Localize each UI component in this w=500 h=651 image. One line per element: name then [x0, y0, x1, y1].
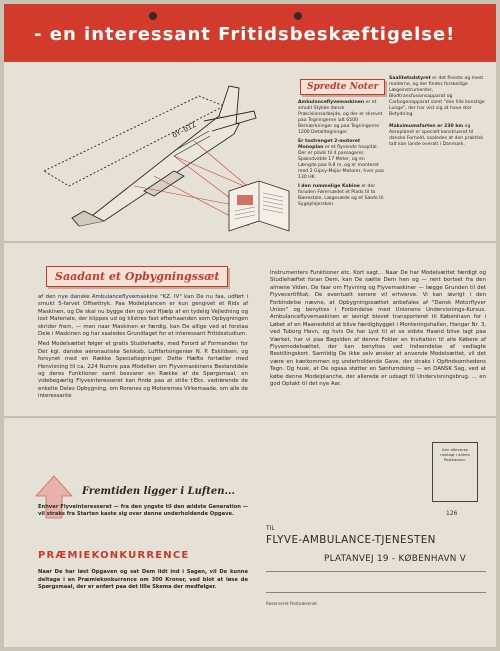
- notes-column-1: Ambulanceflyvemaskinen er et smukt Stykke dansk Præcisionsarbejde, og der er skrevet paa Tegningerne ialt 6500 Bemærkninger og paa Tegningerne 1200 Detailtegninger. Er tostrenget 2-motoret Monoplan er et flyvende hospital. Der er plads til 4 passagerer. Spændvidde 17 Meter, og en Længde paa 9,8 m, og er monteret med 2 Gipsy-Major-Motorer, hver paa 130 HK. I den rummelige Kabine er der foruden Førersædet et Plads til to Bærestole, Lægesæde og et Sæde til Sygeplejersken.: [298, 100, 384, 207]
- stamp-box: [432, 442, 478, 502]
- notes-column-2: Saalitetsdstyret er det fineste og mest moderne, og der findes forskellige Lægeinstrumenter, Blodtransfusionsapparat og Carbogenapparat samt "den lille konstige Lunge", der har vist sig at have stor Betydning. Maksimumsfarten er 230 km og Aeroplanet er specielt konstrueret til danske Forhold, saaledes at den praktisk talt kan lande overalt i Danmark.: [389, 76, 485, 147]
- middle-right-text: Instrumenters Funktioner etc. Kort sagt... Naar De har Modelsættet færdigt og Studiehæftet foran Dem, kan De sætte Dem hen og — rent bortset fra den almene Viden, De faar om Flyvning og Flyvemaskiner — lægge Grunden til det Flyvecertifikat, De eventuelt senere vil erhverve. Vi kan iøvrigt i den Forbindelse nævne, at Opbygningssættet anbefales af "Dansk Motorflyver Union" og benyttes i Forbindelse med Unionens Undervisnings-Kursus. Ambulanceflyvemaskinen er iøvrigt blevet transporteret til København for i Løbet af en Maanedstid at blive færdigbygget i Monteringshallen, Hangar Nr. 3, ved Tuborg Havn, og hvis De har Lyst til at se sidste Haand blive lagt paa Værket, har vi paa Bagsiden af denne Folder en Invitation til alle Købere af Flyvemodelsættet, der kan benyttes ved Indsendelse af vedlagte Bestillingskort. Samtidig De ikke selv ønsker at anvende Modelsættet, vil det være en kærkommen og underholdende Gave, der straks i Opfindsomhedens Tegn. Og husk, at De ogsaa støtter en Sønfurndsing — en DANSK Sag, ved at købe denne Modelplanche, der allerede er udsagt til Undervisningsbrug. ... en god Optakt til det nye Aar.: [270, 270, 486, 388]
- plane-registration: OY-DIZ: [171, 120, 198, 140]
- punch-hole: [294, 12, 302, 20]
- street-address: PLATANVEJ 19 - KØBENHAVN V: [324, 554, 467, 564]
- fuselage: [79, 116, 239, 226]
- headline-banner: [4, 4, 496, 62]
- stamp-text: Kan afleveres nedlagt i aldres Postkassen.: [440, 447, 470, 462]
- middle-left-text: af den nye danske Ambulanceflyvemaskine "KZ. IV" kan De nu faa, udført i smukt 5-farvet Offsettryk. Paa Modelplancen er kun gengivet et Rids af Maskinen, og De skal nu bygge den op ved Hjælp af en tydelig Vejledning og lost Materiale, der klippes ud og klistres fast efterhaanden som Opbygningen skrider frem, — men naar Maskinen er færdig, kan De allige ved at forstaa Dele i Maskinen og har saaledes Grundlaget for et interessant Fritidsstudium. Med Modelsættet følger et gratis Studiehæfte, med Forord af Formanden for Det kgl. danske aéronautiske Selskab, Luftfartsingeniør N. P. Eskildsen, og forsynet med en Række Specialtegninger. Dette Hæfte fortæller med Henvisning til ca. 224 Numre paa Modellen om Flyvemaskinens Bestanddele og deres Funktioner samt besvarer en Række af de Spørgsmaal, en videbegærlig Flyveinteresseret kan finde paa at stille f.Eks. vedrørende de enkelte Deles Opbygning, om Rorenes og Motorernes Virkemaade, om alle de interessante: [38, 294, 248, 400]
- contest-title: PRÆMIEKONKURRENCE: [38, 550, 190, 561]
- fold-line: [4, 416, 496, 418]
- opbygningssaet-sticker: Saadant et Opbygningssæt: [46, 266, 228, 287]
- punch-hole: [149, 12, 157, 20]
- future-heading: Fremtiden ligger i Luften...: [82, 486, 235, 497]
- spredte-noter-sticker: Spredte Noter: [300, 79, 385, 95]
- contest-text: Naar De har løst Opgaven og sat Dem lidt ind i Sagen, vil De kunne deltage i en Præmiekonkurrence om 300 Kroner, ved blot at løse de Spørgsmaal, der er anført paa det lille Skema der medfølger.: [38, 569, 248, 591]
- stamp-number: 126: [446, 510, 458, 517]
- booklet-icon: [229, 181, 289, 231]
- headline: - en interessant Fritidsbeskæftigelse!: [34, 24, 456, 45]
- address-line: [266, 592, 486, 593]
- to-label: TIL: [266, 525, 275, 532]
- address-line: [266, 571, 486, 572]
- folder-page: [4, 4, 496, 647]
- future-lead-text: Enhver Flyveinteresseret — fra den yngste til den ældste Generation — vil straks fra Starten kaste sig over denne underholdende Opgave.: [38, 504, 248, 518]
- company-name: FLYVE-AMBULANCE-TJENESTEN: [266, 534, 436, 546]
- fold-line: [4, 241, 496, 243]
- airplane-illustration: [24, 76, 294, 236]
- reserved-postal-text: Reserveret Postvæsenet: [266, 601, 317, 606]
